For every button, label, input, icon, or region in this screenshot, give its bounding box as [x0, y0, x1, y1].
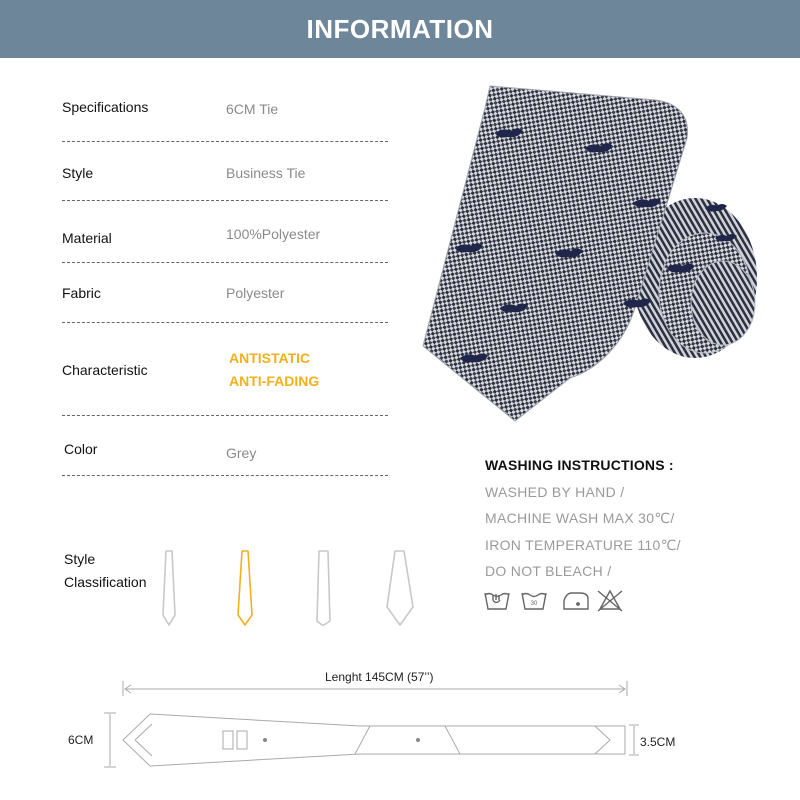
- tie-silhouettes: [150, 545, 430, 635]
- tie-option-standard: [387, 551, 413, 625]
- spec-label-material: Material: [62, 230, 112, 246]
- tie-stitch-dot-2: [416, 738, 420, 742]
- wash-line-bleach: DO NOT BLEACH /: [485, 563, 612, 579]
- tie-option-skinny: [163, 551, 175, 625]
- spec-divider: [62, 200, 388, 201]
- spec-value-antistatic: ANTISTATIC: [229, 350, 311, 366]
- dimension-diagram: [50, 660, 750, 780]
- spec-value-specifications: 6CM Tie: [226, 101, 279, 117]
- tie-tip-fold: [135, 724, 152, 756]
- tie-seam-left: [355, 726, 370, 754]
- spec-label-style: Style: [62, 165, 94, 181]
- tie-option-straight: [317, 551, 330, 625]
- wash-temp-label: 30: [530, 601, 538, 607]
- hand-wash-icon: [485, 593, 509, 609]
- wide-end-label: 6CM: [68, 733, 94, 747]
- wash-line-machine: MACHINE WASH MAX 30℃/: [485, 510, 675, 526]
- tie-label-box-1: [223, 731, 233, 749]
- iron-icon: [564, 593, 588, 609]
- spec-label-fabric: Fabric: [62, 285, 101, 301]
- tie-roll-inner: [691, 261, 755, 345]
- tie-narrow-tip: [595, 726, 610, 754]
- page-title: INFORMATION: [306, 13, 494, 44]
- style-classification-line2: Classification: [64, 574, 147, 590]
- tie-option-slim: [238, 551, 252, 625]
- tie-blade: [423, 86, 688, 421]
- spec-label-color: Color: [64, 441, 98, 457]
- tie-photo: [405, 78, 800, 423]
- tie-outline: [123, 714, 625, 766]
- spec-value-color: Grey: [226, 445, 257, 461]
- header-banner: [0, 0, 800, 58]
- spec-divider: [62, 475, 388, 476]
- tie-stitch-dot-1: [263, 738, 267, 742]
- spec-value-anti-fading: ANTI-FADING: [229, 373, 320, 389]
- tie-label-box-2: [237, 731, 247, 749]
- spec-label-characteristic: Characteristic: [62, 362, 148, 378]
- care-symbols: [482, 585, 642, 615]
- spec-value-style: Business Tie: [226, 165, 306, 181]
- style-classification-line1: Style: [64, 551, 96, 567]
- spec-divider: [62, 322, 388, 323]
- washing-title: WASHING INSTRUCTIONS :: [485, 457, 674, 473]
- spec-label-specifications: Specifications: [62, 99, 149, 115]
- spec-value-material: 100%Polyester: [226, 226, 321, 242]
- spec-value-fabric: Polyester: [226, 285, 285, 301]
- spec-divider: [62, 141, 388, 142]
- tie-flat-outline: [50, 660, 750, 780]
- spec-divider: [62, 415, 388, 416]
- spec-divider: [62, 262, 388, 263]
- length-label: Lenght 145CM (57’’): [325, 670, 434, 684]
- tie-seam-right: [445, 726, 460, 754]
- no-bleach-icon: [598, 591, 622, 611]
- narrow-end-label: 3.5CM: [640, 735, 676, 749]
- wash-line-hand: WASHED BY HAND /: [485, 484, 625, 500]
- wash-line-iron: IRON TEMPERATURE 110℃/: [485, 537, 681, 553]
- style-classification-label: [64, 548, 146, 594]
